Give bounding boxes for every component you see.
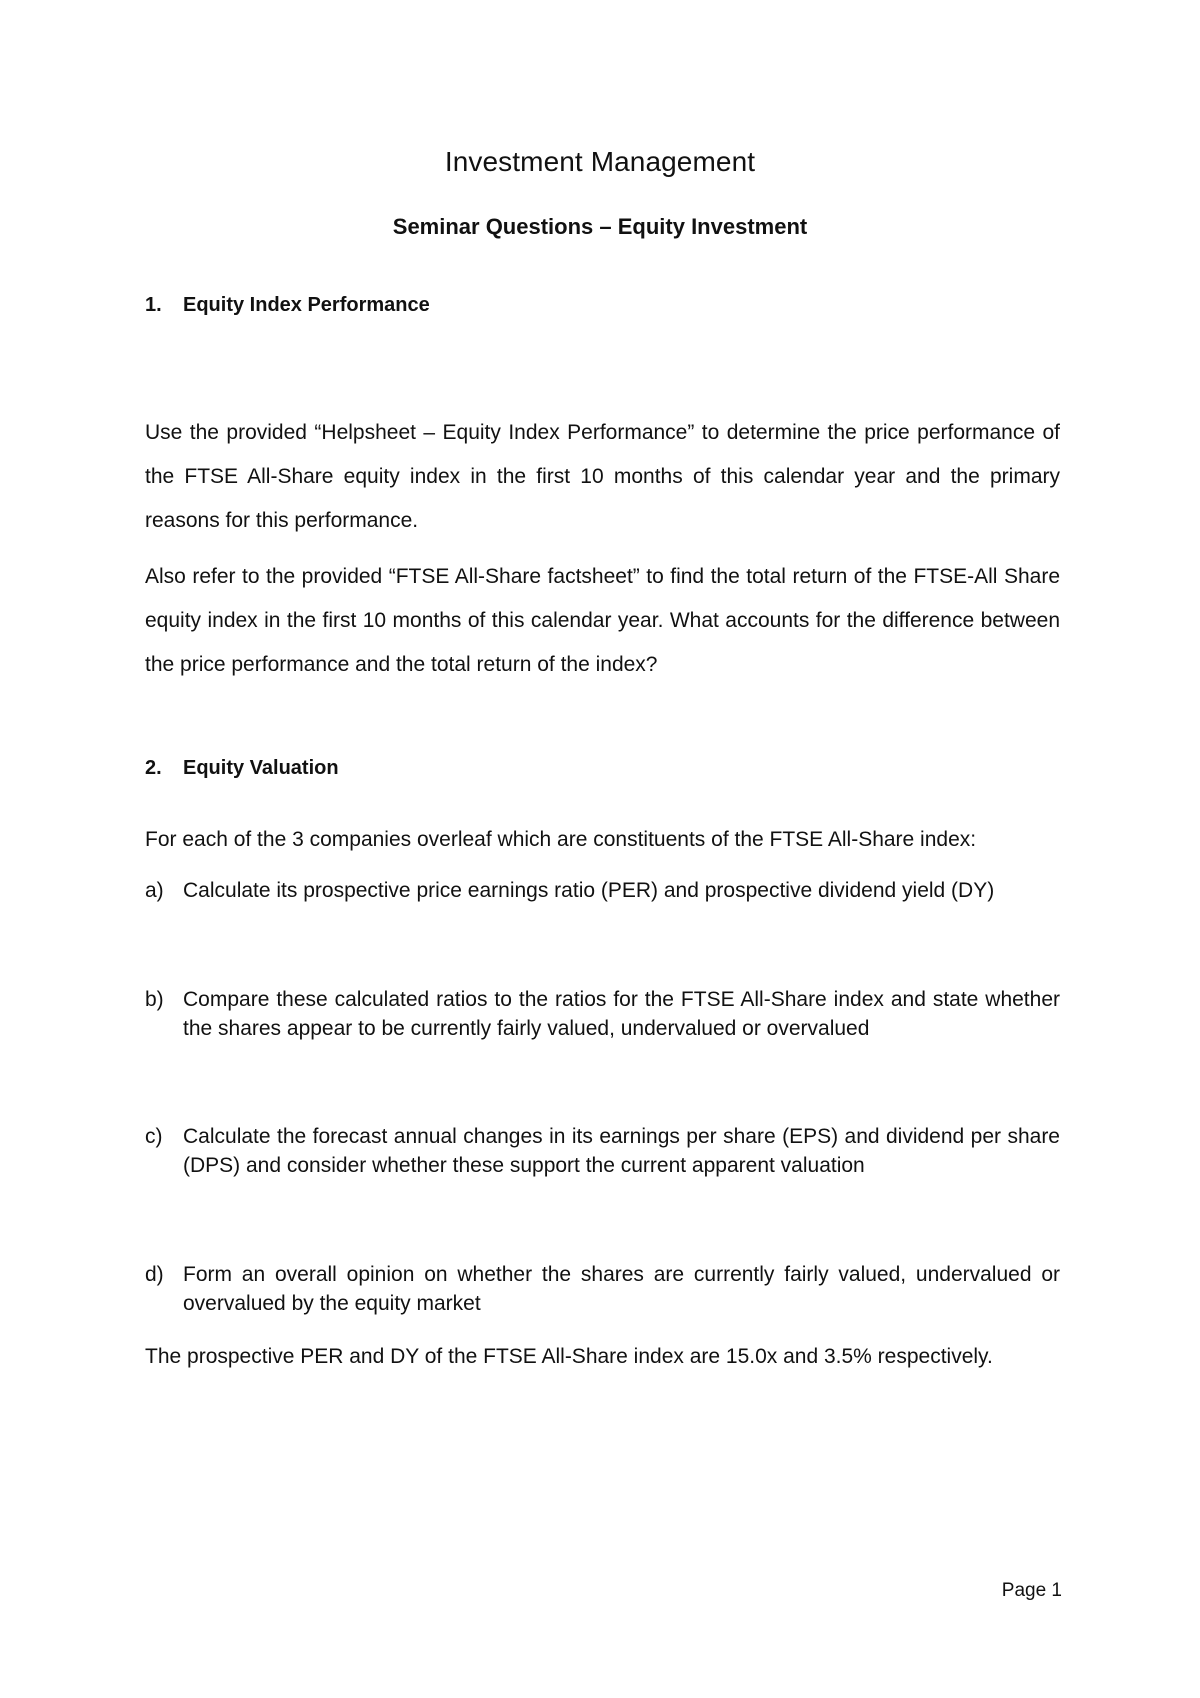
paragraph: Use the provided “Helpsheet – Equity Index Performance” to determine the price performance of the FTSE All-Share equity index in the first 10 months of this calendar year and the primary reasons for this performance. [145,421,1060,532]
list-marker: b) [145,988,164,1011]
list-item [145,1260,1060,1318]
section-title: Equity Valuation [183,757,339,779]
list-marker: d) [145,1263,164,1286]
list-item-text: Compare these calculated ratios to the ratios for the FTSE All-Share index and state whether the shares appear to be currently fairly valued, undervalued or overvalued [183,988,1060,1040]
section-title: Equity Index Performance [183,294,430,316]
list-marker: a) [145,879,164,902]
document-subtitle: Seminar Questions – Equity Investment [392,214,808,239]
closing-note: The prospective PER and DY of the FTSE All-Share index are 15.0x and 3.5% respectively. [145,1345,993,1368]
list-item-text: Calculate its prospective price earnings ratio (PER) and prospective dividend yield (DY) [183,879,995,902]
list-item [145,1122,1060,1180]
list-item [145,985,1060,1043]
list-item [145,876,1060,905]
list-marker: c) [145,1125,163,1148]
section-intro: For each of the 3 companies overleaf which are constituents of the FTSE All-Share index: [145,828,977,851]
list-item-text: Form an overall opinion on whether the shares are currently fairly valued, undervalued or overvalued by the equity market [183,1263,1060,1315]
section-number: 2. [145,757,162,779]
paragraph: Also refer to the provided “FTSE All-Share factsheet” to find the total return of the FTSE-All Share equity index in the first 10 months of this calendar year. What accounts for the difference between the price performance and the total return of the index? [145,565,1060,676]
section-number: 1. [145,294,162,316]
list-item-text: Calculate the forecast annual changes in its earnings per share (EPS) and dividend per share (DPS) and consider whether these support the current apparent valuation [183,1125,1060,1177]
section-heading [145,757,339,780]
section-heading [145,294,430,317]
document-title: Investment Management [444,146,756,177]
page-number: Page 1 [1001,1580,1062,1601]
